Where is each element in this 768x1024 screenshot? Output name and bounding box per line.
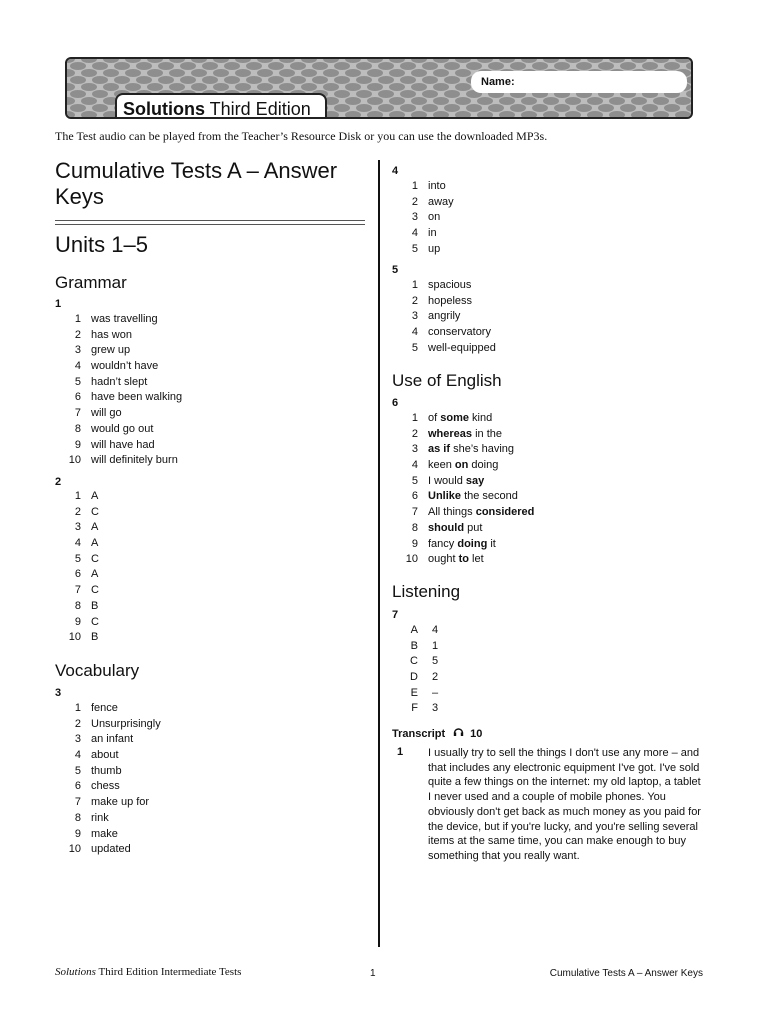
list-item: 4 keen on doing [411,459,499,472]
list-item: 4 A [74,537,99,550]
list-item: 7 will go [74,407,122,420]
page-number: 1 [370,968,376,979]
transcript-header [392,724,482,742]
column-divider [378,160,380,947]
list-item: 6 A [74,568,99,581]
title-rule [55,220,365,225]
transcript-item-number: 1 [397,746,404,758]
list-item: 6 have been walking [74,391,183,404]
question-7-list [392,623,712,717]
footer-book-title [55,966,241,978]
question-number: 4 [392,165,399,177]
list-item: 5 well-equipped [411,341,496,354]
list-item: 2 has won [74,328,132,341]
grammar-heading: Grammar [55,273,127,292]
question-number: 7 [392,609,399,621]
list-item: 1 A [74,490,99,502]
list-item: B 1 [410,639,439,652]
question-number: 1 [55,298,62,310]
transcript-label: Transcript [392,728,446,741]
list-item: 6 chess [74,780,120,793]
units-heading: Units 1–5 [55,232,148,257]
list-item: A 4 [410,624,439,636]
list-item: 3 A [74,521,99,534]
list-item: 9 make [74,827,118,840]
brand-rest: Third Edition [205,99,311,119]
headphones-icon [453,724,464,742]
list-item: 6 Unlike the second [411,490,518,503]
question-5-block [392,264,398,276]
brand-logo [115,93,327,119]
list-item: 10 B [68,631,99,644]
list-item: 1 of some kind [411,412,493,424]
list-item: 9 will have had [74,438,155,451]
page-title: Cumulative Tests A – Answer Keys [55,158,338,209]
list-item: 4 conservatory [411,326,491,339]
vocabulary-heading: Vocabulary [55,661,140,680]
question-4-block [392,165,398,177]
listening-heading-wrap [392,582,460,602]
listening-heading: Listening [392,582,461,601]
audio-note: The Test audio can be played from the Teacher’s Resource Disk or you can use the downloaded MP3s. [55,129,548,143]
list-item: 1 spacious [411,279,472,291]
vocab-heading-wrap [55,661,139,681]
list-item: 9 fancy doing it [411,537,496,550]
question-6-block [392,397,398,409]
list-item: 8 rink [74,811,109,824]
list-item: 1 into [411,180,446,192]
use-heading-wrap [392,371,502,391]
units-heading-wrap [55,232,148,258]
left-column [55,158,370,225]
question-5-list [392,278,712,356]
list-item: 2 C [74,505,99,518]
list-item: 5 thumb [74,764,122,777]
list-item: 2 hopeless [411,294,473,307]
list-item: 4 in [411,227,437,240]
list-item: 2 away [411,195,454,208]
question-number: 3 [55,687,62,699]
list-item: 4 about [74,749,119,762]
list-item: 7 make up for [74,796,150,809]
footer-section-title: Cumulative Tests A – Answer Keys [549,968,703,979]
list-item: 2 whereas in the [411,427,502,440]
list-item: 5 up [411,242,441,255]
question-2-block [55,476,61,488]
list-item: 10 will definitely burn [68,454,178,467]
list-item: 1 fence [74,702,118,714]
list-item: 7 C [74,584,99,597]
question-number: 2 [55,476,62,488]
question-3-list [55,701,355,858]
list-item: 3 an infant [74,733,134,746]
list-item: 3 grew up [74,344,131,357]
list-item: 8 would go out [74,422,154,435]
list-item: 3 on [411,211,441,224]
list-item: F 3 [411,702,439,715]
name-field[interactable] [471,71,687,93]
list-item: E – [410,686,439,699]
use-of-english-heading: Use of English [392,371,502,390]
question-3-block [55,687,61,699]
list-item: D 2 [410,671,439,684]
list-item: 2 Unsurprisingly [74,717,161,730]
question-2-list [55,489,355,646]
list-item: 8 B [74,599,99,612]
question-number: 6 [392,397,399,409]
list-item: C 5 [410,655,439,668]
question-7-block [392,609,398,621]
question-1-block [55,298,61,310]
footer-brand: Solutions [55,966,96,978]
transcript-text: I usually try to sell the things I don't use any more – and that includes any electronic equipment I've got. I've sold quite a few things on the internet: my old laptop, a tablet I never used and a couple of mobile phones. You obviously don't get back as much money as you paid for the device, but if you're lucky, and you're selling several items at the same time, you can make enough to buy something that you really want. [428,747,701,862]
list-item: 5 I would say [411,474,485,487]
list-item: 10 ought to let [405,553,484,566]
footer-title-rest: Third Edition Intermediate Tests [95,966,242,978]
list-item: 7 All things considered [411,506,535,519]
question-4-list [392,179,712,257]
list-item: 1 was travelling [74,313,158,325]
name-label: Name: [481,76,515,88]
list-item: 8 should put [411,521,483,534]
list-item: 5 C [74,552,99,565]
header-banner [65,57,693,119]
list-item: 3 angrily [411,310,461,323]
grammar-heading-wrap [55,273,127,293]
list-item: 3 as if she’s having [411,443,515,456]
question-1-list [55,312,355,469]
track-number: 10 [470,728,483,741]
question-number: 5 [392,264,399,276]
list-item: 5 hadn’t slept [74,375,148,388]
list-item: 10 updated [68,843,131,856]
question-6-list [392,411,712,568]
list-item: 9 C [74,615,99,628]
brand-bold: Solutions [123,99,205,119]
list-item: 4 wouldn’t have [74,360,159,373]
